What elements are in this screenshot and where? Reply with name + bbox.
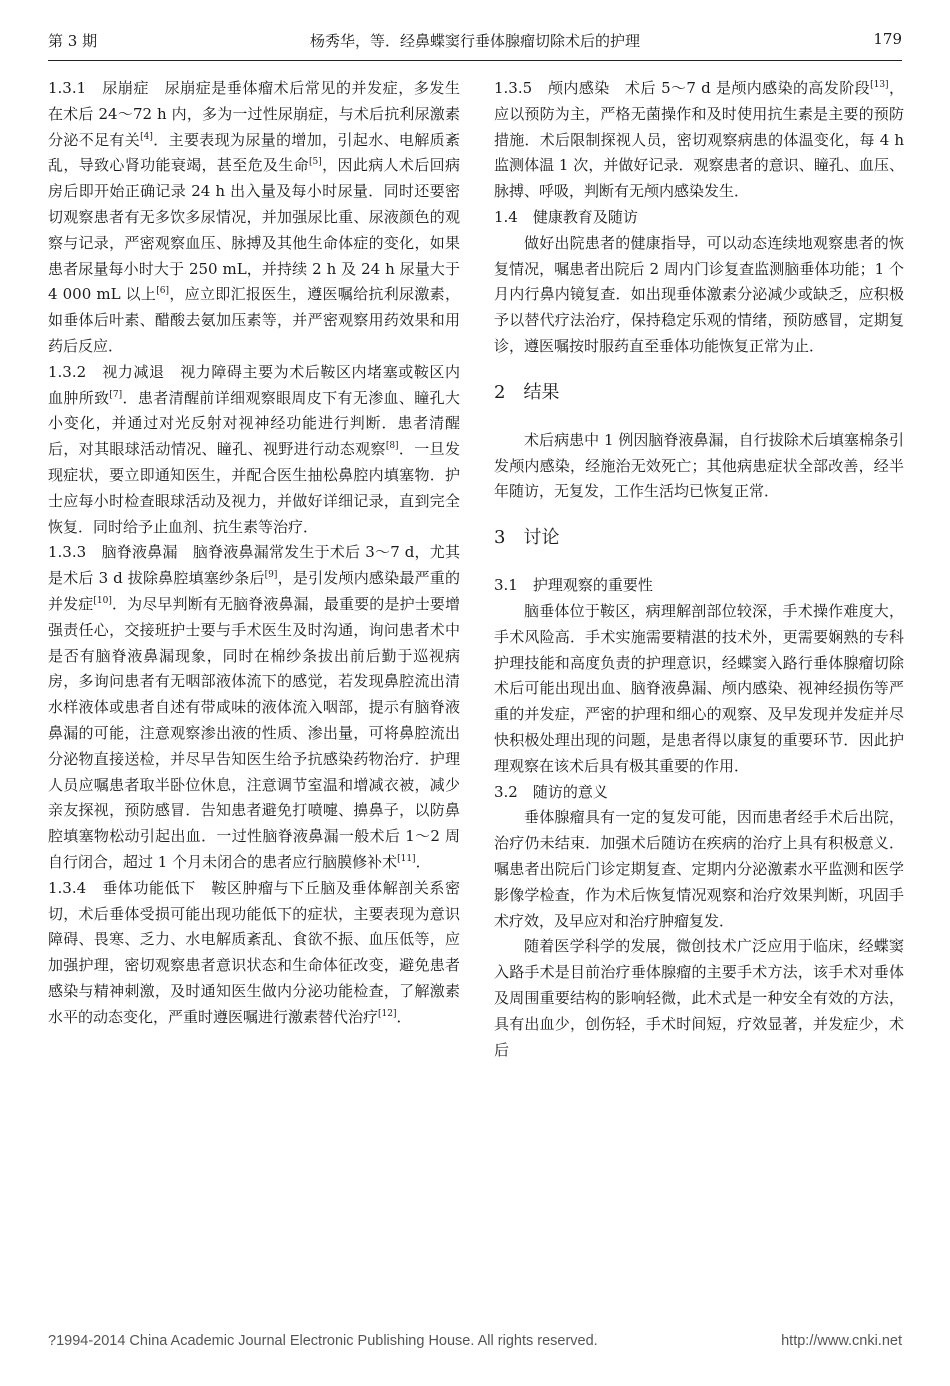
citation: [4] (140, 131, 153, 142)
citation: [7] (109, 389, 123, 400)
paragraph-3-1: 脑垂体位于鞍区，病理解剖部位较深，手术操作难度大，手术风险高．手术实施需要精湛的技术外，更需要娴熟的专科护理技能和高度负责的护理意识，经蝶窦入路行垂体腺瘤切除术后可能出现出血、脑脊液鼻漏、颅内感染、视神经损伤等严重的并发症，严密的护理和细心的观察、及早发现并发症并尽快积极处理出现的问题，是患者得以康复的重要环节．因此护理观察在该术后具有极其重要的作用． (494, 601, 904, 775)
subsection-heading-3-2: 3.2 随访的意义 (494, 782, 608, 801)
citation: [8] (385, 441, 399, 452)
header-rule (48, 60, 902, 61)
paragraph-3-2-cont: 随着医学科学的发展，微创技术广泛应用于临床，经蝶窦入路手术是目前治疗垂体腺瘤的主要手术方法，该手术对垂体及周围重要结构的影响轻微，此术式是一种安全有效的方法，具有出血少，创伤轻，手术时间短，疗效显著，并发症少，术后 (494, 937, 904, 1059)
paragraph-1-3-3: 1.3.3 脑脊液鼻漏 脑脊液鼻漏常发生于术后 3～7 d，尤其是术后 3 d 拔除鼻腔填塞纱条后[9]，是引发颅内感染最严重的并发症[10]．为尽早判断有无脑脊液鼻漏，最重要的是护士要增强责任心，交接班护士要与手术医生及时沟通，询问患者术中是否有脑脊液鼻漏现象，同时在棉纱条拔出前后勤于巡视病房，多询问患者有无咽部液体流下的感觉，若发现鼻腔流出清水样液体或患者自述有带咸味的液体流入咽部，提示有脑脊液鼻漏的可能，注意观察渗出液的性质、渗出量，可将鼻腔流出分泌物直接送检，并尽早告知医生给予抗感染药物治疗．护理人员应嘱患者取半卧位休息，注意调节室温和增减衣被，减少亲友探视，预防感冒．告知患者避免打喷嚏、擤鼻子，以防鼻腔填塞物松动引起出血．一过性脑脊液鼻漏一般术后 1～2 周自行闭合，超过 1 个月未闭合的患者应行脑膜修补术[11]． (48, 543, 460, 871)
subsection-heading-3-1: 3.1 护理观察的重要性 (494, 576, 653, 595)
citation: [13] (870, 80, 889, 90)
running-header (48, 30, 902, 58)
right-column (494, 76, 904, 1063)
paragraph-3-2: 垂体腺瘤具有一定的复发可能，因而患者经手术后出院，治疗仍未结束．加强术后随访在疾病的治疗上具有积极意义．嘱患者出院后门诊定期复查、定期内分泌激素水平监测和医学影像学检查，作为术后恢复情况观察和治疗效果判断，巩固手术疗效，及早应对和治疗肿瘤复发． (494, 808, 904, 930)
paragraph-1-3-1: 1.3.1 尿崩症 尿崩症是垂体瘤术后常见的并发症，多发生在术后 24～72 h 内，多为一过性尿崩症，与术后抗利尿激素分泌不足有关[4]．主要表现为尿量的增加，引起水、电解质紊乱，导致心肾功能衰竭，甚至危及生命[5]，因此病人术后回病房后即开始正确记录 24 h 出入量及每小时尿量．同时还要密切观察患者有无多饮多尿情况，并加强尿比重、尿液颜色的观察与记录，严密观察血压、脉搏及其他生命体症的变化，如果患者尿量每小时大于 250 mL，并持续 2 h 及 24 h 尿量大于 4 000 mL 以上[6]，应立即汇报医生，遵医嘱给抗利尿激素，如垂体后叶素、醋酸去氨加压素等，并严密观察用药效果和用药后反应． (48, 79, 460, 355)
subsection-heading-1-4: 1.4 健康教育及随访 (494, 207, 638, 226)
section-heading-discussion: 3 讨论 (494, 527, 560, 549)
running-title: 杨秀华，等．经鼻蝶窦行垂体腺瘤切除术后的护理 (309, 32, 640, 50)
paragraph-health-education: 做好出院患者的健康指导，可以动态连续地观察患者的恢复情况，嘱患者出院后 2 周内门诊复查监测脑垂体功能；1 个月内行鼻内镜复查．如出现垂体激素分泌减少或缺乏，应积极予以替代疗法治疗，保持稳定乐观的情绪，预防感冒，定期复诊，遵医嘱按时服药直至垂体功能恢复正常为止． (494, 233, 904, 355)
page-footer (48, 1333, 902, 1355)
footer-url: http://www.cnki.net (781, 1333, 902, 1349)
citation: [12] (378, 1008, 397, 1019)
issue-number: 第 3 期 (48, 32, 98, 50)
copyright-notice: ?1994-2014 China Academic Journal Electronic Publishing House. All rights reserved. (48, 1333, 598, 1349)
citation: [11] (397, 853, 416, 864)
section-heading-results: 2 结果 (494, 381, 560, 403)
citation: [5] (309, 157, 322, 168)
paragraph-1-3-4: 1.3.4 垂体功能低下 鞍区肿瘤与下丘脑及垂体解剖关系密切，术后垂体受损可能出现功能低下的症状，主要表现为意识障碍、畏寒、乏力、水电解质紊乱、食欲不振、血压低等，应加强护理，密切观察患者意识状态和生命体征改变，避免患者感染与精神刺激，及时通知医生做内分泌功能检查，了解激素水平的动态变化，严重时遵医嘱进行激素替代治疗[12]． (48, 878, 460, 1026)
citation: [6] (156, 286, 169, 297)
page-number: 179 (873, 30, 902, 48)
paragraph-1-3-5: 1.3.5 颅内感染 术后 5～7 d 是颅内感染的高发阶段[13]，应以预防为主，严格无菌操作和及时使用抗生素是主要的预防措施．术后限制探视人员，密切观察病患的体温变化，每 4 h 监测体温 1 次，并做好记录．观察患者的意识、瞳孔、血压、脉搏、呼吸，判断有无颅内感染发生． (494, 79, 904, 201)
paragraph-results: 术后病患中 1 例因脑脊液鼻漏，自行拔除术后填塞棉条引发颅内感染，经施治无效死亡；其他病患症状全部改善，经半年随访，无复发，工作生活均已恢复正常． (494, 430, 904, 501)
citation: [9] (264, 570, 278, 581)
citation: [10] (93, 595, 112, 606)
paragraph-1-3-2: 1.3.2 视力减退 视力障碍主要为术后鞍区内堵塞或鞍区内血肿所致[7]．患者清醒前详细观察眼周皮下有无渗血、瞳孔大小变化，并通过对光反射对视神经功能进行判断．患者清醒后，对其眼球活动情况、瞳孔、视野进行动态观察[8]．一旦发现症状，要立即通知医生，并配合医生抽松鼻腔内填塞物．护士应每小时检查眼球活动及视力，并做好详细记录，直到完全恢复．同时给予止血剂、抗生素等治疗． (48, 362, 460, 536)
left-column (48, 76, 460, 1030)
